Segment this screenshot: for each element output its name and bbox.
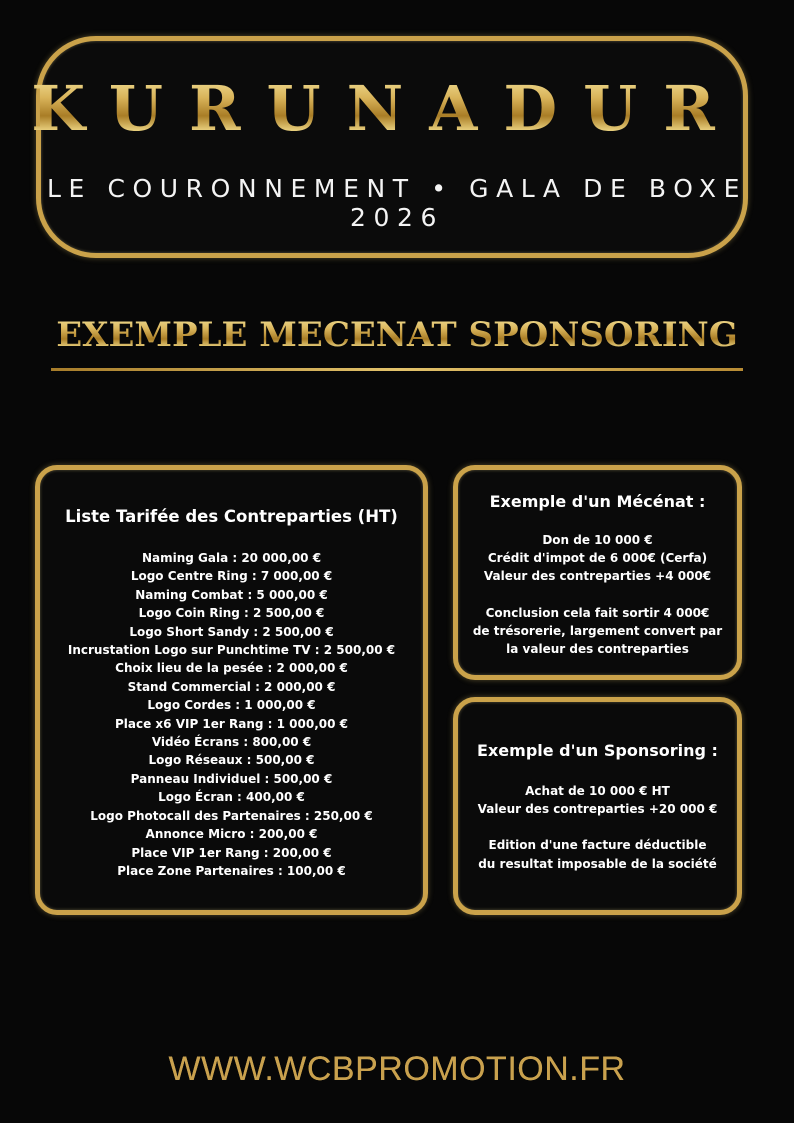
section-divider xyxy=(51,368,743,371)
mecenat-line: Don de 10 000 € xyxy=(542,533,653,547)
rate-item: Logo Réseaux : 500,00 € xyxy=(148,753,315,768)
rate-item: Place VIP 1er Rang : 200,00 € xyxy=(131,845,332,860)
mecenat-line: Valeur des contreparties +4 000€ xyxy=(483,569,712,584)
rate-item: Logo Centre Ring : 7 000,00 € xyxy=(130,569,333,584)
sponsoring-note-line: du resultat imposable de la société xyxy=(478,856,717,871)
sponsoring-panel-title: Exemple d'un Sponsoring : xyxy=(477,741,718,760)
event-subtitle: LE COURONNEMENT • GALA DE BOXE 2026 xyxy=(46,174,748,232)
rate-item: Naming Combat : 5 000,00 € xyxy=(135,587,328,602)
mecenat-body xyxy=(458,531,737,658)
sponsoring-note-line: Edition d'une facture déductible xyxy=(488,838,707,853)
rate-item: Naming Gala : 20 000,00 € xyxy=(141,551,322,565)
rates-panel xyxy=(35,465,428,915)
rate-item: Place Zone Partenaires : 100,00 € xyxy=(117,863,346,878)
sponsoring-line: Achat de 10 000 € HT xyxy=(525,784,670,798)
mecenat-line: Crédit d'impot de 6 000€ (Cerfa) xyxy=(487,551,708,566)
rates-list xyxy=(40,549,423,880)
rate-item: Logo Coin Ring : 2 500,00 € xyxy=(138,606,325,621)
rate-item: Logo Short Sandy : 2 500,00 € xyxy=(129,624,334,639)
mecenat-panel xyxy=(453,465,742,680)
sponsoring-body xyxy=(458,782,737,873)
rate-item: Logo Cordes : 1 000,00 € xyxy=(147,698,316,713)
mecenat-panel-title: Exemple d'un Mécénat : xyxy=(489,492,706,511)
rate-item: Annonce Micro : 200,00 € xyxy=(145,827,318,842)
rate-item: Incrustation Logo sur Punchtime TV : 2 500,00 € xyxy=(67,643,396,658)
mecenat-conclusion-line: Conclusion cela fait sortir 4 000€ xyxy=(485,605,710,620)
rates-panel-title: Liste Tarifée des Contreparties (HT) xyxy=(65,507,398,526)
brand-title: KURUNADUR xyxy=(0,72,794,145)
rate-item: Logo Photocall des Partenaires : 250,00 € xyxy=(90,808,373,823)
rate-item: Choix lieu de la pesée : 2 000,00 € xyxy=(115,661,348,676)
mecenat-conclusion-line: la valeur des contreparties xyxy=(506,642,689,657)
rate-item: Stand Commercial : 2 000,00 € xyxy=(127,679,336,694)
rate-item: Place x6 VIP 1er Rang : 1 000,00 € xyxy=(115,716,348,731)
section-title: EXEMPLE MECENAT SPONSORING xyxy=(0,315,794,355)
sponsoring-panel xyxy=(453,697,742,915)
rate-item: Panneau Individuel : 500,00 € xyxy=(130,771,333,786)
sponsoring-line: Valeur des contreparties +20 000 € xyxy=(477,802,718,817)
mecenat-conclusion-line: de trésorerie, largement convert par xyxy=(472,623,723,638)
website-link[interactable]: WWW.WCBPROMOTION.FR xyxy=(0,1050,794,1089)
rate-item: Logo Écran : 400,00 € xyxy=(158,790,305,805)
rate-item: Vidéo Écrans : 800,00 € xyxy=(151,735,312,750)
